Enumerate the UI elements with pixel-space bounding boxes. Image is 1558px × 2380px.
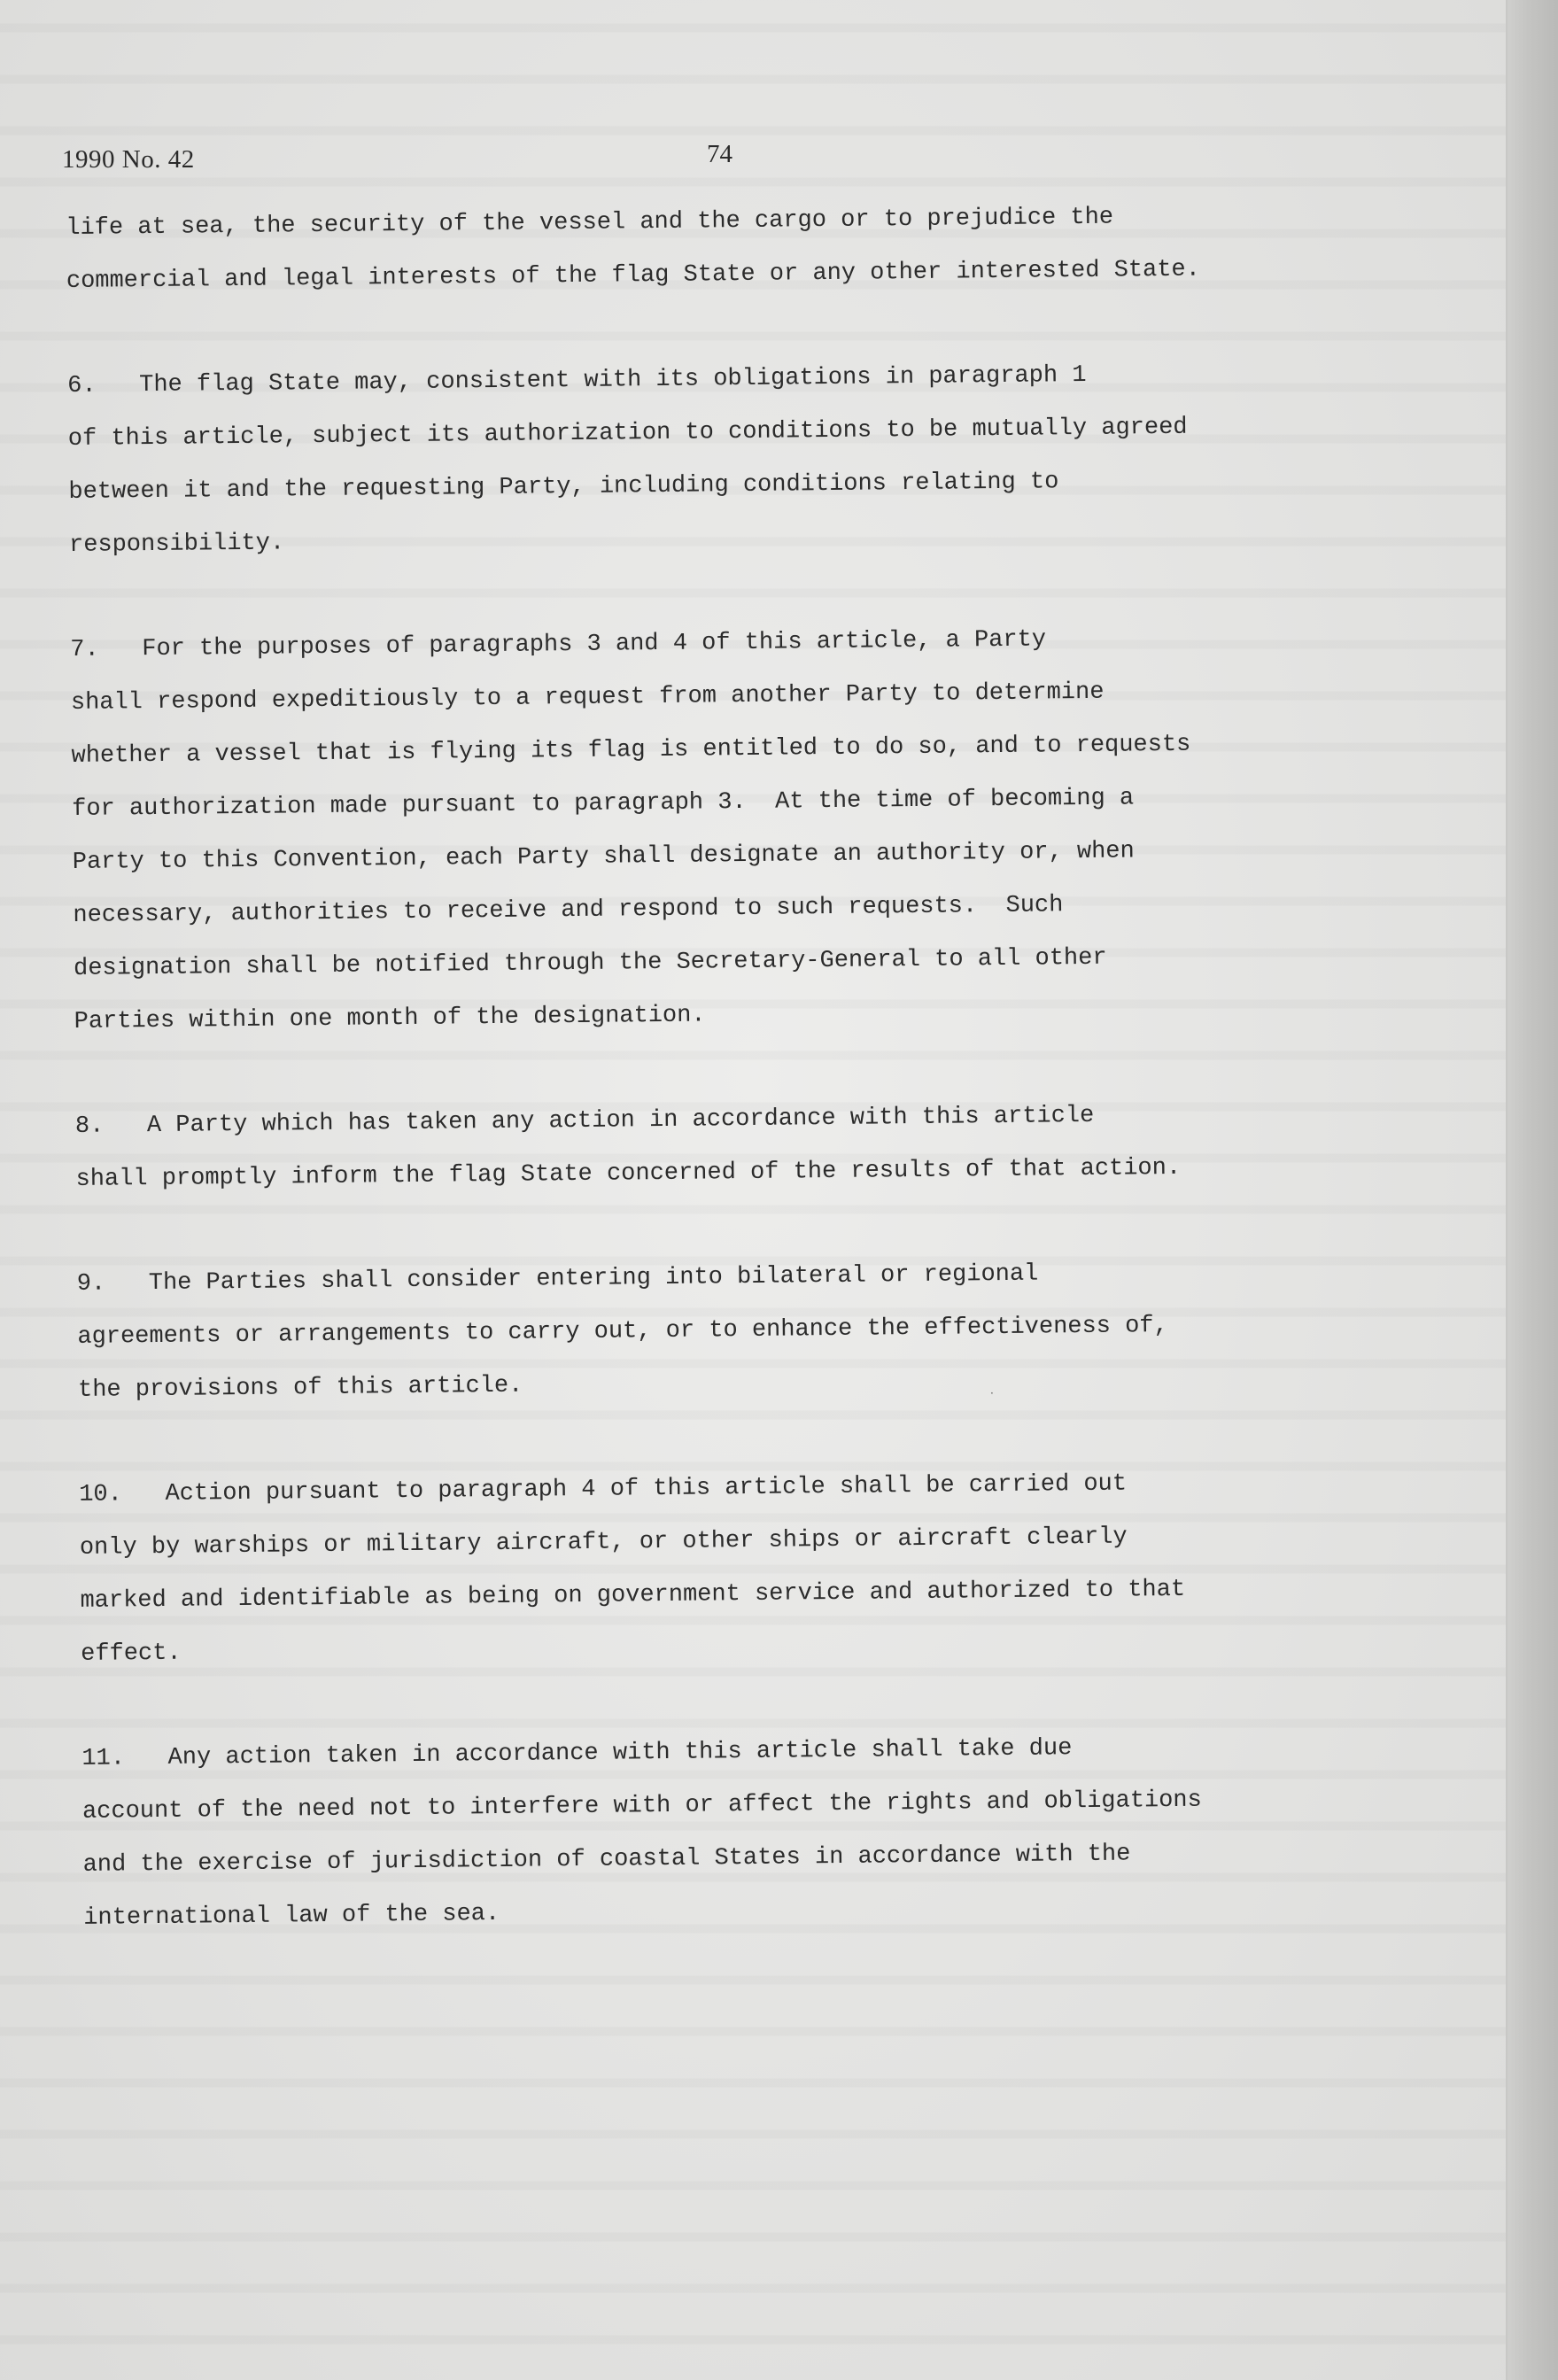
paragraph-number: 9. [76, 1270, 106, 1298]
paragraph-text: shall respond expeditiously to a request from another Party to determine [70, 678, 1105, 717]
paragraph-8 [75, 1086, 1440, 1206]
paragraph-7 [70, 609, 1438, 1049]
paragraph-text: For the purposes of paragraphs 3 and 4 of this article, a Party [142, 626, 1047, 663]
paragraph-number: 11. [81, 1745, 126, 1772]
paragraph-number: 7. [70, 636, 99, 663]
paragraph-number: 10. [79, 1481, 123, 1508]
paragraph-text: of this article, subject its authorization to conditions to be mutually agreed [67, 414, 1188, 453]
scan-speck: · [990, 1387, 994, 1399]
paragraph-text: Any action taken in accordance with this article shall take due [167, 1735, 1073, 1771]
paragraph-continuation [66, 188, 1430, 308]
paragraph-text: marked and identifiable as being on government service and authorized to that [80, 1576, 1186, 1615]
paragraph-text: and the exercise of jurisdiction of coastal States in accordance with the [82, 1841, 1131, 1879]
paragraph-text: commercial and legal interests of the flag State or any other interested State. [66, 256, 1201, 295]
paragraph-text: agreements or arrangements to carry out, or to enhance the effectiveness of, [77, 1313, 1168, 1351]
page-number: 74 [707, 140, 732, 168]
paragraph-text: The flag State may, consistent with its obligations in paragraph 1 [139, 361, 1087, 399]
page-header [62, 140, 1444, 184]
paragraph-text: life at sea, the security of the vessel and the cargo or to prejudice the [66, 204, 1114, 242]
paragraph-11 [81, 1718, 1447, 1945]
paragraph-text: responsibility. [68, 530, 285, 559]
paragraph-10 [79, 1454, 1445, 1681]
document-body [66, 188, 1448, 1996]
paragraph-text: designation shall be notified through the Secretary-General to all other [73, 944, 1107, 982]
paragraph-text: Parties within one month of the designation. [74, 1002, 706, 1035]
paragraph-number: 8. [74, 1112, 105, 1140]
paragraph-text: for authorization made pursuant to paragraph 3. At the time of becoming a [72, 785, 1135, 823]
page-edge-shadow [1506, 0, 1558, 2380]
paragraph-text: account of the need not to interfere with or affect the rights and obligations [81, 1787, 1202, 1826]
paragraph-text: effect. [81, 1640, 182, 1668]
paragraph-text: only by warships or military aircraft, or other ships or aircraft clearly [79, 1523, 1128, 1562]
paragraph-9 [76, 1244, 1442, 1417]
paragraph-text: A Party which has taken any action in accordance with this article [146, 1102, 1095, 1140]
paragraph-6 [67, 345, 1433, 572]
paragraph-text: whether a vessel that is flying its flag is entitled to do so, and to requests [71, 731, 1191, 770]
paragraph-text: shall promptly inform the flag State concerned of the results of that action. [75, 1154, 1182, 1193]
paragraph-text: international law of the sea. [83, 1900, 500, 1932]
paragraph-number: 6. [67, 372, 97, 399]
running-head: 1990 No. 42 [62, 145, 195, 174]
paragraph-text: necessary, authorities to receive and respond to such requests. Such [73, 892, 1064, 929]
paragraph-text: Party to this Convention, each Party shall designate an authority or, when [72, 838, 1135, 876]
paragraph-text: The Parties shall consider entering into bilateral or regional [148, 1260, 1039, 1298]
paragraph-text: the provisions of this article. [77, 1372, 523, 1404]
paragraph-text: between it and the requesting Party, including conditions relating to [68, 469, 1059, 506]
paragraph-text: Action pursuant to paragraph 4 of this article shall be carried out [165, 1470, 1128, 1508]
